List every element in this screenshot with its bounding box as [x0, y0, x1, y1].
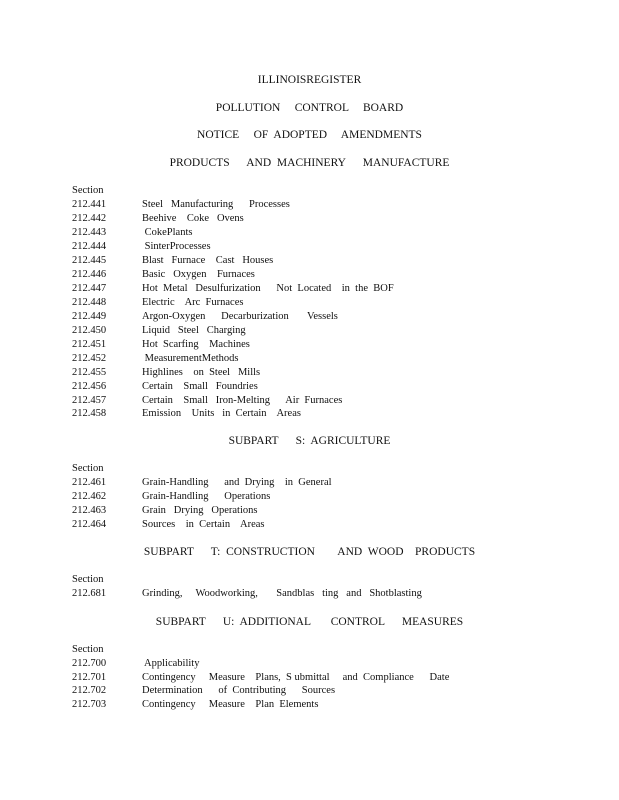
section-number: 212.702: [72, 685, 107, 696]
section-number: 212.464: [72, 519, 107, 530]
section-number: 212.681: [72, 588, 107, 599]
section-number: 212.445: [72, 255, 107, 266]
section-number: 212.443: [72, 227, 107, 238]
section-number: 212.701: [72, 672, 107, 683]
section-title: Beehive Coke Ovens: [142, 213, 244, 224]
section-title: Certain Small Foundries: [142, 381, 258, 392]
section-number: 212.442: [72, 213, 107, 224]
section-title: Applicability: [142, 658, 200, 669]
section-number: 212.446: [72, 269, 107, 280]
section-number: 212.441: [72, 199, 107, 210]
section-title: Emission Units in Certain Areas: [142, 408, 301, 419]
section-title: Steel Manufacturing Processes: [142, 199, 290, 210]
section-title: Sources in Certain Areas: [142, 519, 265, 530]
section-title: Grinding, Woodworking, Sandblas ting and Shotblasting: [142, 588, 422, 599]
register-title: ILLINOISREGISTER: [257, 74, 362, 86]
section-number: 212.449: [72, 311, 107, 322]
section-title: Certain Small Iron-Melting Air Furnaces: [142, 395, 343, 406]
section-title: Hot Metal Desulfurization Not Located in the BOF: [142, 283, 394, 294]
section-number: 212.448: [72, 297, 107, 308]
section-title: Grain-Handling and Drying in General: [142, 477, 332, 488]
section-title: Determination of Contributing Sources: [142, 685, 336, 696]
section-title: Grain-Handling Operations: [142, 491, 271, 502]
section-number: 212.456: [72, 381, 107, 392]
subpart-heading: SUBPART U: ADDITIONAL CONTROL MEASURES: [155, 616, 464, 628]
section-title: Contingency Measure Plan Elements: [142, 699, 319, 710]
section-number: 212.700: [72, 658, 107, 669]
section-title: SinterProcesses: [142, 241, 211, 252]
section-number: 212.455: [72, 367, 107, 378]
section-title: Liquid Steel Charging: [142, 325, 246, 336]
section-title: MeasurementMethods: [142, 353, 239, 364]
section-label: Section: [72, 644, 104, 655]
section-number: 212.452: [72, 353, 107, 364]
section-number: 212.462: [72, 491, 107, 502]
section-number: 212.457: [72, 395, 107, 406]
section-title: Hot Scarfing Machines: [142, 339, 250, 350]
section-number: 212.447: [72, 283, 107, 294]
section-label: Section: [72, 463, 104, 474]
board-name: POLLUTION CONTROL BOARD: [215, 102, 404, 114]
section-number: 212.444: [72, 241, 107, 252]
notice-title: NOTICE OF ADOPTED AMENDMENTS: [197, 129, 422, 141]
section-label: Section: [72, 185, 104, 196]
topic-title: PRODUCTS AND MACHINERY MANUFACTURE: [169, 157, 450, 169]
section-number: 212.703: [72, 699, 107, 710]
section-title: Basic Oxygen Furnaces: [142, 269, 255, 280]
section-title: Highlines on Steel Mills: [142, 367, 261, 378]
section-number: 212.451: [72, 339, 107, 350]
section-title: Grain Drying Operations: [142, 505, 258, 516]
section-title: CokePlants: [142, 227, 193, 238]
section-title: Blast Furnace Cast Houses: [142, 255, 274, 266]
section-title: Contingency Measure Plans, S ubmittal and Compliance Date: [142, 672, 450, 683]
section-title: Argon-Oxygen Decarburization Vessels: [142, 311, 338, 322]
section-label: Section: [72, 574, 104, 585]
section-number: 212.463: [72, 505, 107, 516]
section-number: 212.461: [72, 477, 107, 488]
section-number: 212.450: [72, 325, 107, 336]
section-number: 212.458: [72, 408, 107, 419]
section-title: Electric Arc Furnaces: [142, 297, 244, 308]
subpart-heading: SUBPART T: CONSTRUCTION AND WOOD PRODUCTS: [143, 546, 476, 558]
subpart-heading: SUBPART S: AGRICULTURE: [228, 435, 391, 447]
